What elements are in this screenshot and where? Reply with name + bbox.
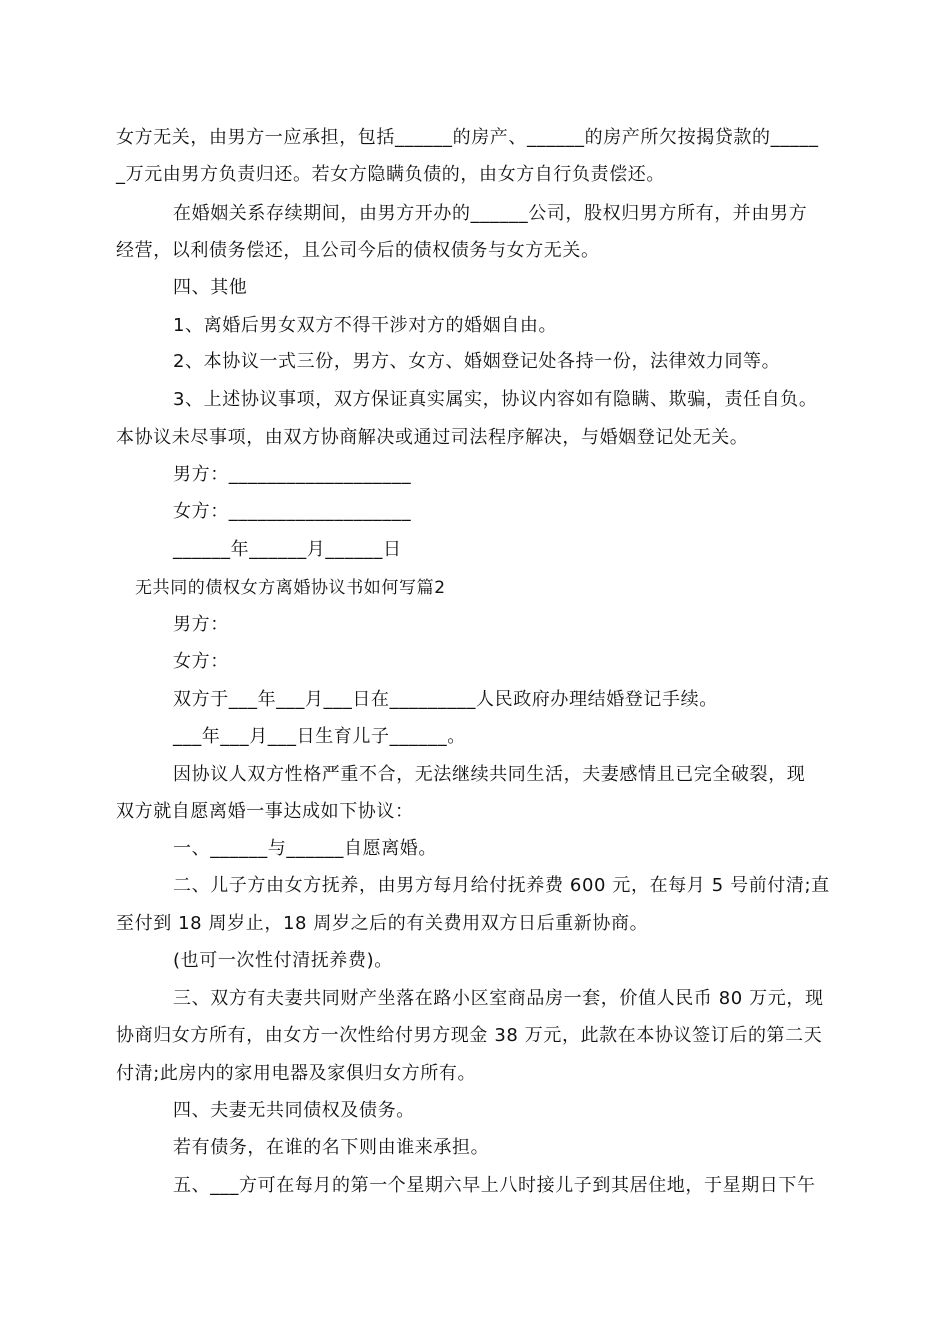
paragraph-line: ___年___月___日生育儿子______。	[173, 726, 466, 747]
paragraph-line: 协商归女方所有，由女方一次性给付男方现金 38 万元，此款在本协议签订后的第二天	[116, 1025, 823, 1046]
paragraph-line: 男方：	[173, 614, 229, 635]
paragraph-line: 因协议人双方性格严重不合，无法继续共同生活，夫妻感情且已完全破裂，现	[173, 764, 806, 785]
paragraph-line: 双方于___年___月___日在_________人民政府办理结婚登记手续。	[173, 689, 718, 710]
paragraph-line: 四、夫妻无共同债权及债务。	[173, 1100, 415, 1121]
paragraph-line: 双方就自愿离婚一事达成如下协议：	[116, 801, 414, 822]
paragraph-line: 至付到 18 周岁止，18 周岁之后的有关费用双方日后重新协商。	[116, 913, 649, 934]
paragraph-line: (也可一次性付清抚养费)。	[173, 950, 393, 971]
paragraph-line: 一、______与______自愿离婚。	[173, 838, 437, 859]
paragraph-line: 经营，以利债务偿还，且公司今后的债权债务与女方无关。	[116, 240, 600, 261]
paragraph-line: 在婚姻关系存续期间，由男方开办的______公司，股权归男方所有，并由男方	[173, 203, 808, 224]
paragraph-line: _万元由男方负责归还。若女方隐瞒负债的，由女方自行负责偿还。	[116, 164, 665, 185]
paragraph-line: 三、双方有夫妻共同财产坐落在路小区室商品房一套，价值人民币 80 万元，现	[173, 988, 824, 1009]
paragraph-line: 女方无关，由男方一应承担，包括______的房产、______的房产所欠按揭贷款的_____	[116, 127, 819, 148]
date-line: ______年______月______日	[173, 539, 402, 560]
paragraph-line: 3、上述协议事项，双方保证真实属实，协议内容如有隐瞒、欺骗，责任自负。	[173, 389, 818, 410]
paragraph-line: 本协议未尽事项，由双方协商解决或通过司法程序解决，与婚姻登记处无关。	[116, 427, 749, 448]
section-heading: 四、其他	[173, 277, 248, 298]
article-title: 无共同的债权女方离婚协议书如何写篇2	[135, 578, 446, 598]
paragraph-line: 付清;此房内的家用电器及家俱归女方所有。	[116, 1063, 477, 1084]
paragraph-line: 二、儿子方由女方抚养，由男方每月给付抚养费 600 元，在每月 5 号前付清;直	[173, 875, 830, 896]
signature-line-female: 女方：___________________	[173, 501, 412, 522]
signature-line-male: 男方：___________________	[173, 464, 412, 485]
paragraph-line: 五、___方可在每月的第一个星期六早上八时接儿子到其居住地，于星期日下午	[173, 1175, 816, 1196]
paragraph-line: 2、本协议一式三份，男方、女方、婚姻登记处各持一份，法律效力同等。	[173, 351, 781, 372]
paragraph-line: 若有债务，在谁的名下则由谁来承担。	[173, 1137, 490, 1158]
paragraph-line: 女方：	[173, 651, 229, 672]
paragraph-line: 1、离婚后男女双方不得干涉对方的婚姻自由。	[173, 315, 558, 336]
